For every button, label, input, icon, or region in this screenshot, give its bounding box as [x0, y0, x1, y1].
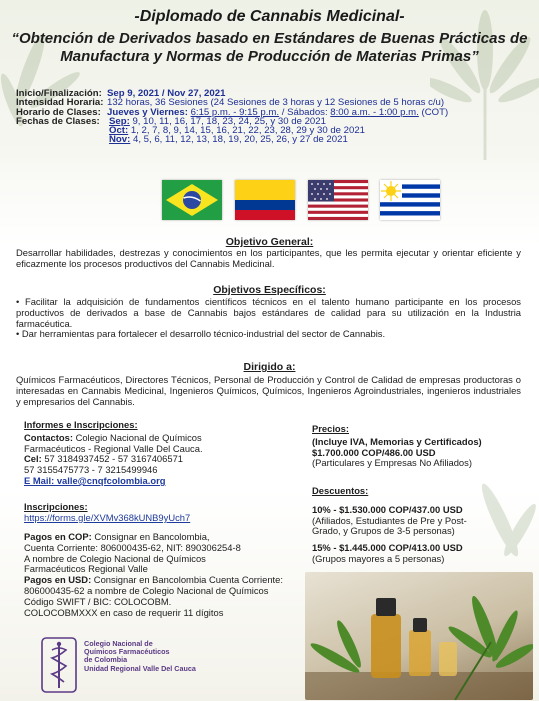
email-link[interactable]: E Mail: valle@cnqfcolombia.org [24, 474, 166, 486]
schedule-block: Inicio/Finalización: Sep 9, 2021 / Nov 27, 2021 Intensidad Horaria: 132 horas, 36 Sesiones (24 Sesiones de 3 horas y 12 Sesiones de 5 horas c/u) Horario de Clases: Jueves y Viernes: 6:15 p.m. - 9:15 p.m. / Sábados: 8:00 a.m. - 1:00 p.m. (COT) Fechas de Clases: Sep: 9, 10, 11, 16, 17, 18, 23, 24, 25, y 30 de 2021 Oct: 1, 2, 7, 8, 9, 14, 15, 16, 21, 22, 23, 28, 29 y 30 de 2021 Nov: 4, 5, 6, 11, 12, 13, 18, 19, 20, 25, 26, y 27 de 2021 [16, 88, 449, 146]
hours-label: Intensidad Horaria: [16, 97, 104, 109]
hours-value: 132 horas, 36 Sesiones (24 Sesiones de 3 horas y 12 Sesiones de 5 horas c/u) [107, 97, 445, 109]
specific-objectives-list [16, 297, 521, 340]
discounts-block: Descuentos: 10% - $1.530.000 COP/437.00 USD (Afiliados, Estudiantes de Pre y Post- Grado, y Grupos de 3-5 personas) 15% - $1.445.000 COP/413.00 USD (Grupos mayores a 5 personas) [312, 486, 527, 565]
discount-15: 15% - $1.445.000 COP/413.00 USD [312, 542, 463, 554]
oct-days: 1, 2, 7, 8, 9, 14, 15, 16, 21, 22, 23, 28, 29 y 30 de 2021 [128, 125, 366, 137]
uruguay-flag-icon [380, 180, 440, 220]
prices-block: Precios: (Incluye IVA, Memorias y Certificados) $1.700.000 COP/486.00 USD (Particulares y Empresas No Afiliados) [312, 424, 527, 469]
list-item: • Facilitar la adquisición de fundamentos científicos técnicos en el talento humano participante en los procesos productivos de derivados a base de Cannabis bajos estándares de calidad para su utilización en la Industria farmacéutica. [16, 296, 521, 329]
registration-block [24, 502, 309, 524]
class-schedule-label: Horario de Clases: [16, 106, 101, 118]
payment-block: Pagos en COP: Consignar en Bancolombia, Cuenta Corriente: 806000435-62, NIT: 890306254-8 A nombre de Colegio Nacional de Químicos Farmacéuticos Regional Valle Pagos en USD: Consignar en Bancolombia Cuenta Corriente: 806000435-62 a nombre de Colegio Nacional de Químicos Código SWIFT / BIC: COLOCOBM. COLOCOBMXXX en caso de requerir 11 dígitos [24, 531, 283, 618]
discounts-heading: Descuentos: [312, 485, 369, 496]
class-dates-label: Fechas de Clases: [16, 115, 100, 127]
institution-logo [40, 636, 240, 696]
discount-10: 10% - $1.530.000 COP/437.00 USD [312, 503, 463, 515]
payment-cop-label: Pagos en COP: [24, 531, 92, 542]
colombia-flag-icon [235, 180, 295, 220]
list-item: • Dar herramientas para fortalecer el desarrollo técnico-industrial del sector de Cannabis. [16, 328, 386, 340]
sep-label: Sep: [109, 115, 130, 127]
contact-heading: Informes e Inscripciones: [24, 419, 138, 430]
general-objective-heading: Objetivo General: [225, 236, 314, 248]
nov-label: Nov: [109, 134, 131, 146]
logo-text-1: Colegio Nacional de [84, 639, 153, 648]
logo-text-4: Unidad Regional Valle Del Cauca [84, 663, 196, 673]
audience-heading: Dirigido a: [243, 361, 296, 373]
usa-flag-icon [308, 180, 368, 220]
logo-text-2: Químicos Farmacéuticos [84, 647, 170, 657]
registration-form-link[interactable]: https://forms.gle/XVMv368kUNB9yUch7 [24, 511, 191, 523]
course-subtitle: “Obtención de Derivados basado en Estándares de Buenas Prácticas de Manufactura y Normas de Producción de Materias Primas” [11, 30, 528, 65]
oct-label: Oct: [109, 125, 129, 137]
contact-block: Informes e Inscripciones: Contactos: Colegio Nacional de Químicos Farmacéuticos - Regional Valle Del Cauca. Cel: 57 3184937452 - 57 3167406571 57 3155475773 - 7 3215499946 E Mail: valle@cnqfcolombia.org [24, 420, 309, 487]
specific-objectives-heading: Objetivos Específicos: [213, 284, 326, 296]
registration-heading: Inscripciones: [24, 501, 88, 512]
caduceus-icon [40, 636, 78, 694]
start-end-value: Sep 9, 2021 / Nov 27, 2021 [107, 88, 226, 99]
audience-text: Químicos Farmacéuticos, Directores Técnicos, Personal de Producción y Control de Calidad de empresas productoras o interesadas en Cannabis Medicinal, Ingenieros Químicos, Químicos, Ingenieros Agroindustriales, ingenieros industriales y empresarios del Cannabis. [16, 374, 521, 407]
course-title: -Diplomado de Cannabis Medicinal- [134, 8, 405, 25]
start-end-label: Inicio/Finalización: [16, 88, 102, 99]
cannabis-oil-photo [305, 572, 533, 700]
prices-heading: Precios: [312, 423, 349, 434]
logo-text-3: de Colombia [84, 655, 128, 665]
general-objective-text: Desarrollar habilidades, destrezas y conocimientos en los participantes, que les permita ejecutar y orientar eficiente y eficazmente los procesos productivos del Cannabis Medicinal. [16, 247, 521, 269]
payment-usd-label: Pagos en USD: [24, 574, 92, 586]
full-price: $1.700.000 COP/486.00 USD [312, 446, 436, 458]
brazil-flag-icon [162, 180, 222, 220]
sep-days: 9, 10, 11, 16, 17, 18, 23, 24, 25, y 30 de 2021 [129, 115, 326, 127]
nov-days: 4, 5, 6, 11, 12, 13, 18, 19, 20, 25, 26, y 27 de 2021 [130, 134, 348, 146]
